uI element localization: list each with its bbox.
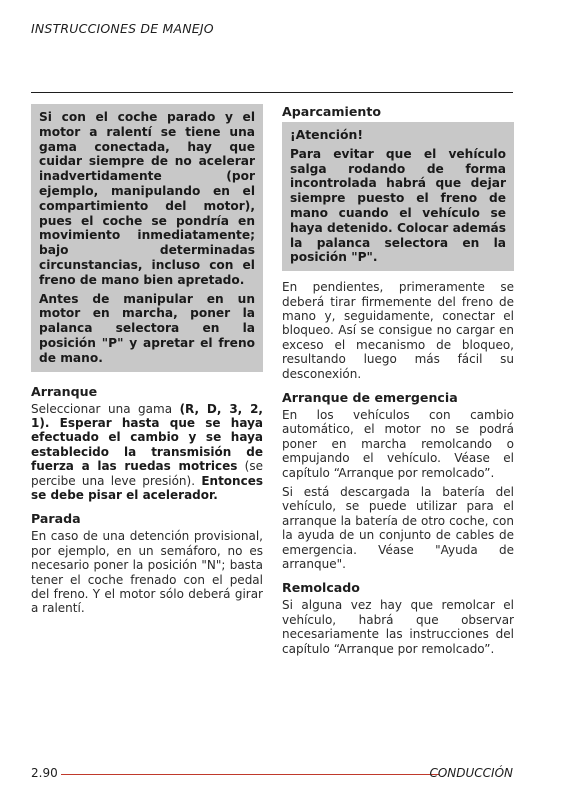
warning-text: Para evitar que el vehículo salga rodando de forma incontrolada habrá que dejar siempre puesto el freno de mano cuando el vehículo se haya detenido. Colocar además la palanca selectora en la posición "P". bbox=[290, 146, 506, 265]
header-rule bbox=[31, 92, 513, 93]
heading-parada: Parada bbox=[31, 511, 81, 527]
caution-paragraph-1: Si con el coche parado y el motor a ralentí se tiene una gama conectada, hay que cuidar siempre de no acelerar inadvertidamente (por ejemplo, manipulando en el compartimiento del motor), pues el coche se pondría en movimiento inmediatamente; bajo determinadas circunstancias, incluso con el freno de mano bien apretado. bbox=[39, 110, 255, 287]
running-header: INSTRUCCIONES DE MANEJO bbox=[31, 21, 214, 36]
aparcamiento-text: En pendientes, primeramente se deberá tirar firmemente del freno de mano y, seguidamente, conectar el bloqueo. Así se consigue no cargar en exceso el mecanismo de bloqueo, resultando luego más fácil su desconexión. bbox=[282, 280, 514, 381]
emergencia-paragraph-2: Si está descargada la batería del vehículo, se puede utilizar para el arranque la batería de otro coche, con la ayuda de un conjunto de cables de emergencia. Véase "Ayuda de arranque". bbox=[282, 485, 514, 572]
footer-rule bbox=[61, 774, 439, 775]
left-column bbox=[31, 104, 263, 616]
arranque-text-part-3: (se percibe una leve presión). bbox=[31, 459, 263, 488]
page-number: 2.90 bbox=[31, 766, 58, 780]
arranque-text-part-2: (R, D, 3, 2, 1). Esperar hasta que se haya efectuado el cambio y se haya establecido la transmisión de fuerza a las ruedas motrices bbox=[31, 401, 263, 474]
arranque-text-part-1: Seleccionar una gama bbox=[31, 401, 180, 416]
page-footer bbox=[31, 766, 513, 782]
right-column bbox=[282, 104, 514, 656]
emergencia-paragraph-1: En los vehículos con cambio automático, el motor no se podrá poner en marcha remolcando o empujando el vehículo. Véase el capítulo “Arranque por remolcado”. bbox=[282, 408, 514, 480]
heading-remolcado: Remolcado bbox=[282, 580, 360, 596]
heading-arranque: Arranque bbox=[31, 383, 98, 399]
warning-title: ¡Atención! bbox=[290, 127, 363, 142]
heading-aparcamiento: Aparcamiento bbox=[282, 104, 382, 119]
arranque-text bbox=[31, 402, 263, 503]
warning-box bbox=[282, 122, 514, 271]
remolcado-text: Si alguna vez hay que remolcar el vehículo, habrá que observar necesariamente las instrucciones del capítulo “Arranque por remolcado”. bbox=[282, 598, 514, 656]
caution-paragraph-2: Antes de manipular en un motor en marcha, poner la palanca selectora en la posición "P" y apretar el freno de mano. bbox=[39, 291, 255, 365]
footer-section-name: CONDUCCIÓN bbox=[429, 766, 513, 780]
parada-text: En caso de una detención provisional, por ejemplo, en un semáforo, no es necesario poner la posición "N"; basta tener el coche frenado con el pedal del freno. Y el motor sólo deberá girar a ralentí. bbox=[31, 529, 263, 616]
caution-box bbox=[31, 104, 263, 372]
arranque-text-part-4: Entonces se debe pisar el acelerador. bbox=[31, 473, 263, 502]
heading-arranque-emergencia: Arranque de emergencia bbox=[282, 390, 458, 406]
